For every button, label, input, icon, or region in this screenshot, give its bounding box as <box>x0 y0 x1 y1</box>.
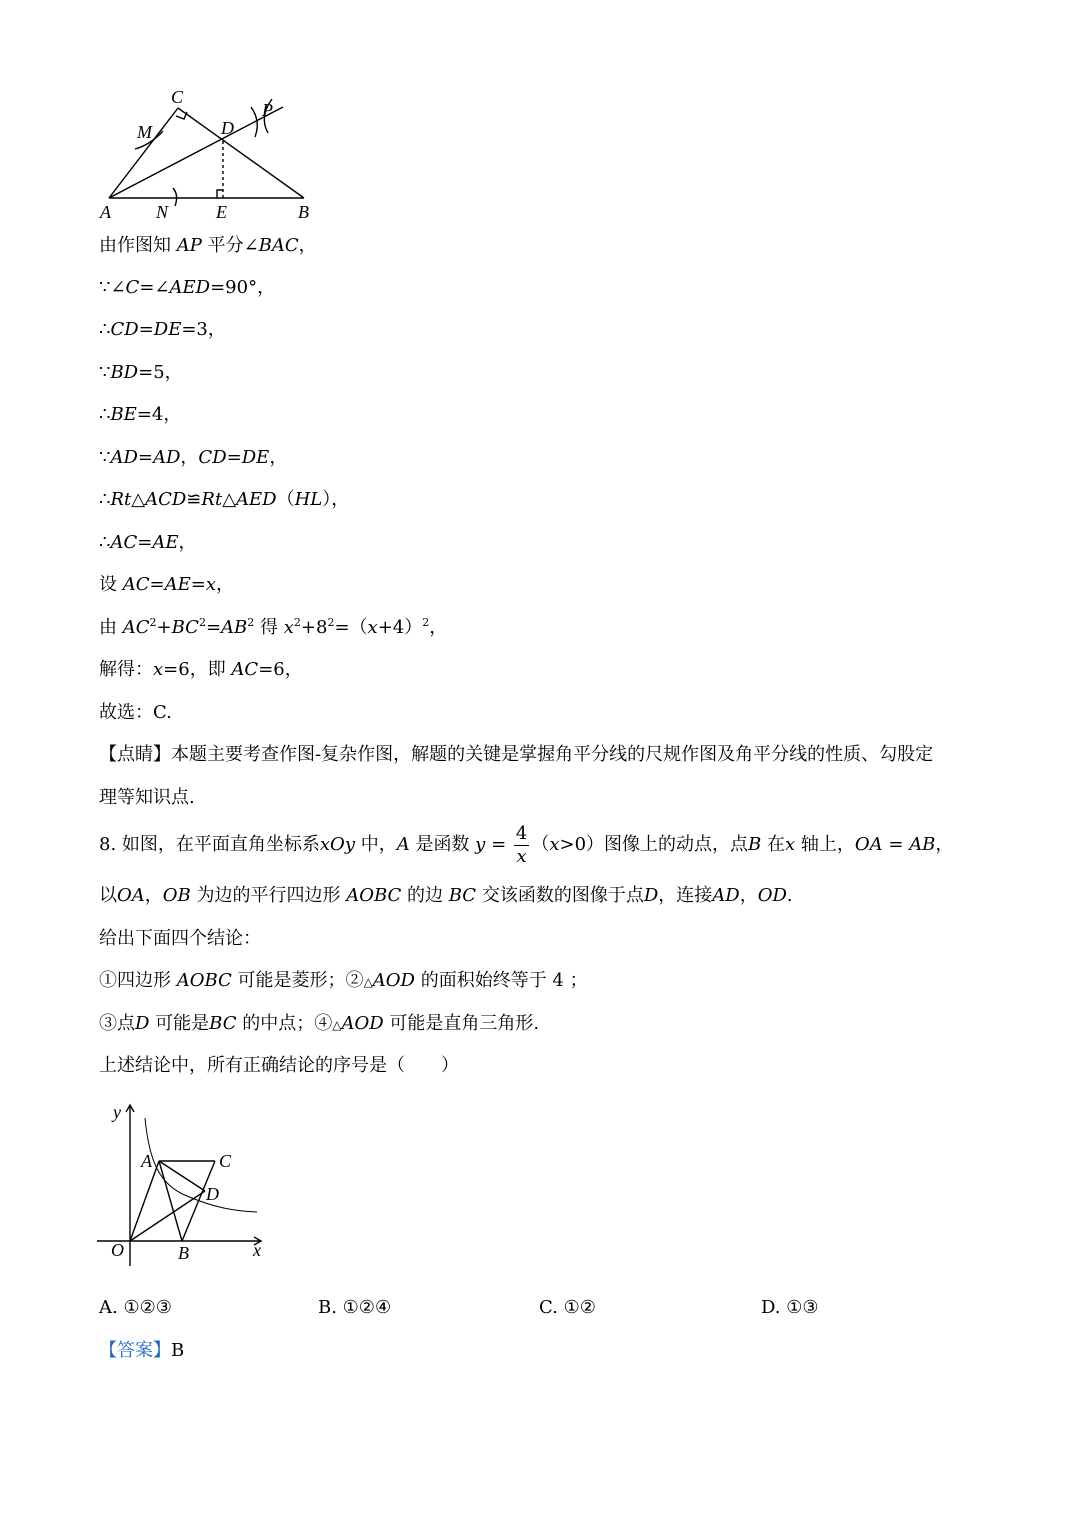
question-8-line-3: 给出下面四个结论： <box>99 928 261 949</box>
label-a: A <box>141 1151 152 1171</box>
answer-tag: 【答案】 <box>99 1340 171 1361</box>
figure-triangle-construction <box>95 85 325 225</box>
label-b: B <box>298 202 309 222</box>
label-m: M <box>137 122 152 142</box>
comment-line-1: 【点睛】本题主要考查作图-复杂作图，解题的关键是掌握角平分线的尺规作图及角平分线的性质、勾股定 <box>99 744 934 765</box>
comment-line-2: 理等知识点. <box>99 787 195 808</box>
question-8-line-6: 上述结论中，所有正确结论的序号是（ ） <box>99 1055 459 1076</box>
solution-line-10: 由 $AC^2+BC^2=AB^2$ 得 $x^2+8^2=(x+4)^2$， <box>99 616 448 638</box>
answer-line <box>99 1339 184 1363</box>
solution-line-7: ∴Rt△ACD≌Rt△AED（HL）， <box>99 489 350 510</box>
label-d: D <box>221 118 234 138</box>
segment-od <box>130 1191 205 1241</box>
label-c: C <box>171 87 184 107</box>
solution-line-6: ∵AD=AD，CD=DE， <box>99 447 288 468</box>
label-x: x <box>253 1240 261 1260</box>
right-angle-e <box>217 190 223 198</box>
segment-cb <box>178 108 304 198</box>
answer-value: B <box>171 1340 185 1361</box>
label-d: D <box>206 1184 219 1204</box>
solution-line-1: 由作图知 AP 平分∠BAC， <box>99 235 317 256</box>
choice-c: C. ①② <box>539 1297 596 1318</box>
solution-line-2: ∵∠C=∠AED=90°， <box>99 277 276 298</box>
label-e: E <box>216 202 227 222</box>
question-8-line-5: ③点D 可能是BC 的中点；④△AOD 可能是直角三角形. <box>99 1013 540 1034</box>
solution-line-11: 解得：x=6，即 AC=6， <box>99 659 303 680</box>
label-o: O <box>111 1240 124 1260</box>
figure-coordinate-plane <box>95 1100 280 1270</box>
label-n: N <box>156 202 169 222</box>
solution-line-12: 故选：C. <box>99 702 172 723</box>
question-8-line-1: 8. 如图，在平面直角坐标系xOy 中，A 是函数 y = $\frac{4}{x}$ （x>0）图像上的动点，点B 在x 轴上，OA = AB， <box>99 822 954 867</box>
solution-line-8: ∴AC=AE， <box>99 532 197 553</box>
choice-b: B. ①②④ <box>318 1297 392 1318</box>
question-8-line-2: 以OA，OB 为边的平行四边形 AOBC 的边 BC 交该函数的图像于点D，连接AD，OD. <box>99 885 793 906</box>
solution-line-3: ∴CD=DE=3， <box>99 319 226 340</box>
arc-n <box>173 188 177 206</box>
label-p: P <box>262 100 273 120</box>
label-b: B <box>178 1243 189 1263</box>
choice-d: D. ①③ <box>761 1297 819 1318</box>
label-a: A <box>100 202 111 222</box>
solution-line-4: ∵BD=5， <box>99 362 183 383</box>
segment-oa <box>130 1161 159 1241</box>
choice-a: A. ①②③ <box>99 1297 172 1318</box>
solution-line-9: 设 AC=AE=x， <box>99 574 234 595</box>
fraction-4-over-x: $\frac{4}{x}$ <box>515 822 528 867</box>
comment-tag: 【点睛】 <box>99 744 171 765</box>
label-c: C <box>219 1151 232 1171</box>
hyperbola-curve <box>145 1118 257 1212</box>
question-8-line-4: ①四边形 AOBC 可能是菱形；②△AOD 的面积始终等于 4 ； <box>99 970 588 991</box>
solution-line-5: ∴BE=4， <box>99 404 182 425</box>
label-y: y <box>113 1102 121 1122</box>
